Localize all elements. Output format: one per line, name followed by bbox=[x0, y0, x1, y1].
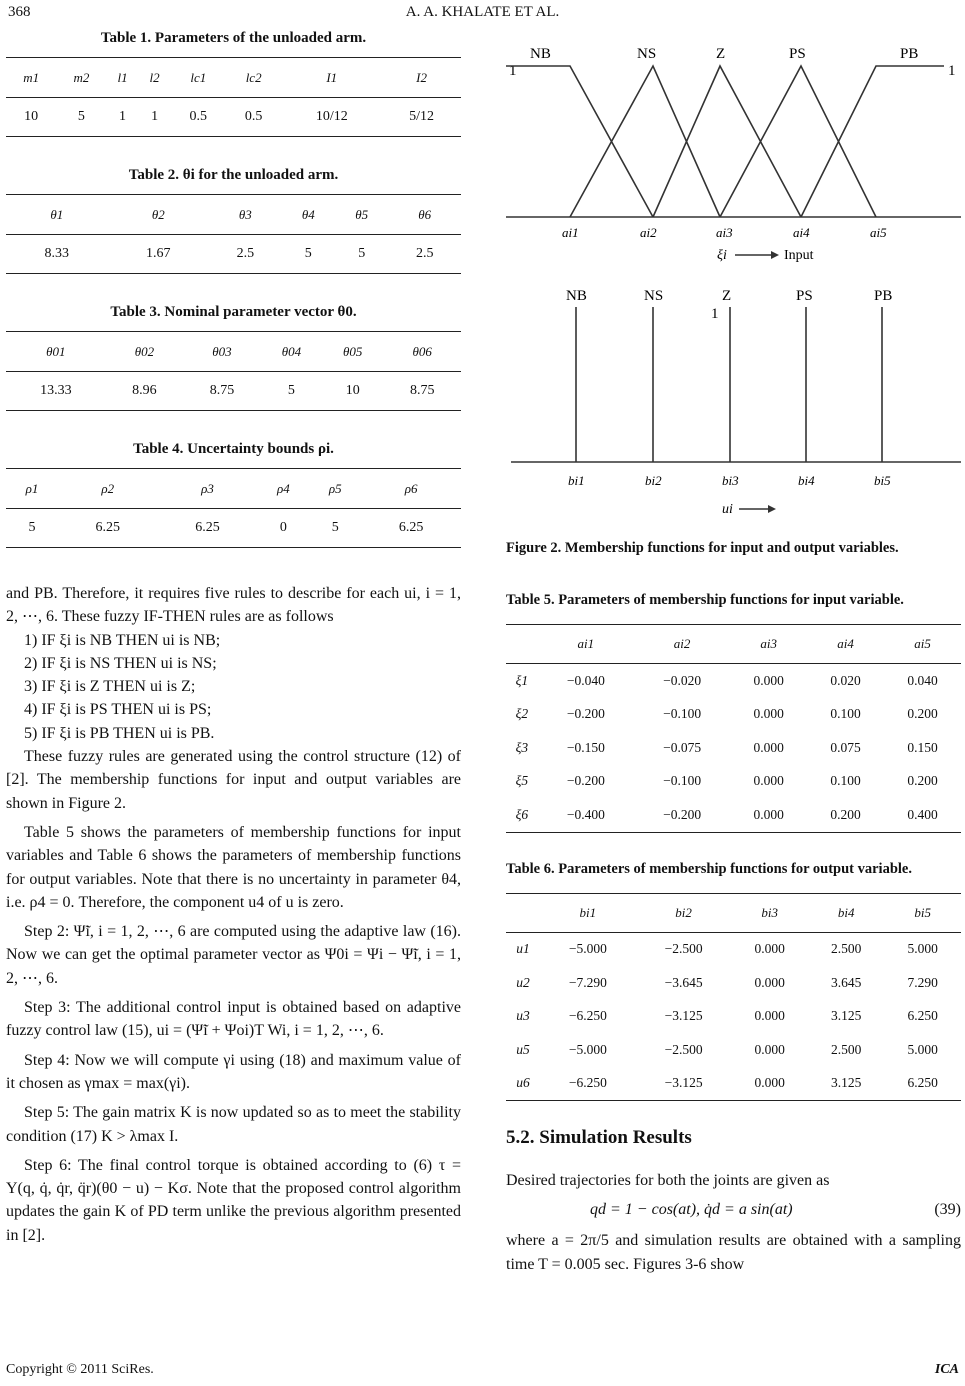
input-one-left: 1 bbox=[509, 63, 517, 79]
table-6-cell: −6.250 bbox=[540, 1067, 636, 1101]
left-column bbox=[6, 30, 461, 1247]
table-6-header: bi4 bbox=[808, 893, 885, 932]
table-5-cell: −0.200 bbox=[634, 798, 730, 832]
table-1-header: m2 bbox=[56, 58, 106, 98]
mf-pb-curve bbox=[801, 66, 944, 217]
table-4-header: ρ1 bbox=[6, 469, 58, 509]
table-6-cell: −3.125 bbox=[664, 1008, 703, 1024]
table-5-cell: 0.200 bbox=[907, 706, 938, 722]
table-1-header: l1 bbox=[107, 58, 139, 98]
input-label-ns: NS bbox=[637, 46, 657, 62]
table-6-cell: −2.500 bbox=[664, 941, 703, 957]
table-6-cell: u1 bbox=[516, 941, 530, 957]
table-3-header: θ05 bbox=[322, 332, 383, 372]
table-1-cell: 5/12 bbox=[382, 98, 461, 137]
input-axis-symbol: ξi bbox=[717, 248, 727, 263]
output-tick: bi4 bbox=[798, 473, 815, 488]
fuzzy-rule: 1) IF ξi is NB THEN ui is NB; bbox=[24, 631, 221, 649]
table-2-header: θ6 bbox=[388, 195, 461, 235]
table-5 bbox=[506, 624, 961, 833]
table-4-header: ρ6 bbox=[361, 469, 461, 509]
table-5-cell: −0.075 bbox=[663, 739, 702, 755]
table-2 bbox=[6, 167, 461, 274]
table-row bbox=[506, 798, 961, 832]
table-6-cell: 0.000 bbox=[754, 941, 785, 957]
table-6-cell: u5 bbox=[516, 1041, 530, 1057]
table-5-cell: −0.400 bbox=[538, 798, 634, 832]
table-5-header: ai1 bbox=[538, 625, 634, 664]
table-2-cell: 2.5 bbox=[388, 235, 461, 274]
output-tick: bi5 bbox=[874, 473, 891, 488]
table-6-cell: 3.125 bbox=[808, 1067, 885, 1101]
input-tick: ai2 bbox=[640, 225, 657, 240]
table-6-cell: −6.250 bbox=[568, 1008, 607, 1024]
table-5-header bbox=[506, 625, 538, 664]
table-2-header: θ3 bbox=[209, 195, 282, 235]
output-label-ns: NS bbox=[644, 288, 664, 304]
table-6-cell: u3 bbox=[516, 1008, 530, 1024]
paragraph-table-description: Table 5 shows the parameters of membership functions for input variables and Table 6 shows the parameters of membership functions for output variables. Note that there is no uncertainty in parameter θ4, i.e. ρ4 = 0. Therefore, the component u4 of u is zero. bbox=[6, 823, 461, 911]
table-6-cell: −2.500 bbox=[664, 1041, 703, 1057]
table-row bbox=[506, 966, 961, 1000]
table-1-header: lc1 bbox=[171, 58, 226, 98]
table-5-cell: 0.150 bbox=[907, 739, 938, 755]
table-6-header: bi3 bbox=[731, 893, 808, 932]
table-5-cell: 0.200 bbox=[907, 773, 938, 789]
table-5-header: ai4 bbox=[807, 625, 884, 664]
table-5-cell: 0.000 bbox=[753, 739, 784, 755]
table-3-cell: 5 bbox=[261, 372, 322, 411]
input-arrow-head bbox=[771, 251, 779, 259]
table-5-cell: −0.040 bbox=[566, 672, 605, 688]
table-1-cell: 1 bbox=[139, 98, 171, 137]
table-5-cell: 0.000 bbox=[753, 773, 784, 789]
output-arrow-head bbox=[768, 505, 776, 513]
table-1-cell: 1 bbox=[107, 98, 139, 137]
table-4-cell: 5 bbox=[309, 509, 361, 548]
table-3-header: θ02 bbox=[106, 332, 184, 372]
table-6-cell: 3.125 bbox=[831, 1008, 862, 1024]
table-5-cell: −0.100 bbox=[663, 706, 702, 722]
table-5-cell: −0.200 bbox=[566, 773, 605, 789]
table-4-cell: 0 bbox=[257, 509, 309, 548]
section-heading: 5.2. Simulation Results bbox=[506, 1127, 692, 1148]
table-1-header: I1 bbox=[281, 58, 382, 98]
table-6-cell: 2.500 bbox=[831, 941, 862, 957]
mf-nb-curve bbox=[506, 66, 653, 217]
table-3-caption: Table 3. Nominal parameter vector θ0. bbox=[110, 304, 357, 320]
output-axis-symbol: ui bbox=[722, 502, 733, 517]
table-6-header: bi2 bbox=[636, 893, 732, 932]
input-tick: ai3 bbox=[716, 225, 733, 240]
input-label-pb: PB bbox=[900, 46, 919, 62]
table-6-cell: 6.250 bbox=[907, 1008, 938, 1024]
paragraph-step-6: Step 6: The final control torque is obtained according to (6) τ = Y(q, q̇, q̇r, q̈r)(θ0 − u) − Kσ. Note that the proposed control algorithm updates the gain K of PD term unlike the previous algorithm presented in [2]. bbox=[6, 1156, 461, 1244]
table-6-cell: −3.125 bbox=[636, 1067, 732, 1101]
right-column bbox=[506, 30, 961, 1276]
input-axis-word: Input bbox=[784, 248, 814, 263]
table-3-header: θ03 bbox=[183, 332, 261, 372]
table-6-header bbox=[506, 893, 540, 932]
table-5-cell: 0.000 bbox=[753, 706, 784, 722]
paragraph-rules-intro: and PB. Therefore, it requires five rules to describe for each ui, i = 1, 2, ⋯, 6. These fuzzy IF-THEN rules are as follows bbox=[6, 585, 461, 626]
table-5-cell: 0.020 bbox=[830, 672, 861, 688]
paragraph-step-3: Step 3: The additional control input is obtained based on adaptive fuzzy control law (15), ui = (Ψ̃i + Ψoi)T Wi, i = 1, 2, ⋯, 6. bbox=[6, 999, 461, 1040]
output-one: 1 bbox=[711, 306, 719, 322]
page-number: 368 bbox=[8, 4, 31, 20]
table-5-header: ai3 bbox=[730, 625, 807, 664]
table-6-caption: Table 6. Parameters of membership functions for output variable. bbox=[506, 860, 912, 877]
paragraph-step-4: Step 4: Now we will compute γi using (18) and maximum value of it chosen as γmax = max(γi). bbox=[6, 1051, 461, 1092]
table-3-cell: 13.33 bbox=[6, 372, 106, 411]
table-2-cell: 1.67 bbox=[108, 235, 210, 274]
table-4-header: ρ2 bbox=[58, 469, 158, 509]
table-5-cell: 0.400 bbox=[884, 798, 961, 832]
output-tick: bi1 bbox=[568, 473, 585, 488]
table-2-header: θ5 bbox=[335, 195, 388, 235]
table-row bbox=[506, 664, 961, 698]
table-6-cell: −5.000 bbox=[568, 1041, 607, 1057]
table-2-caption: Table 2. θi for the unloaded arm. bbox=[128, 167, 339, 183]
fuzzy-rule: 2) IF ξi is NS THEN ui is NS; bbox=[24, 654, 217, 672]
output-label-pb: PB bbox=[874, 288, 893, 304]
table-row bbox=[506, 932, 961, 966]
output-membership-plot bbox=[511, 288, 961, 517]
mf-z-curve bbox=[653, 66, 801, 217]
input-tick: ai5 bbox=[870, 225, 887, 240]
table-6-cell: 5.000 bbox=[907, 1041, 938, 1057]
table-4-cell: 5 bbox=[6, 509, 58, 548]
input-label-z: Z bbox=[716, 46, 726, 62]
table-row bbox=[506, 1000, 961, 1034]
equation-number: (39) bbox=[934, 1201, 961, 1219]
table-5-caption: Table 5. Parameters of membership functions for input variable. bbox=[506, 592, 904, 608]
paragraph-trajectories: Desired trajectories for both the joints are given as bbox=[506, 1172, 830, 1189]
table-5-cell: 0.200 bbox=[807, 798, 884, 832]
equation-body: qd = 1 − cos(at), q̇d = a sin(at) bbox=[590, 1201, 793, 1219]
table-3-cell: 8.75 bbox=[383, 372, 461, 411]
table-5-cell: ξ3 bbox=[515, 739, 529, 755]
mf-ns-curve bbox=[570, 66, 720, 217]
table-5-cell: ξ5 bbox=[515, 773, 529, 789]
table-1-cell: 10/12 bbox=[281, 98, 382, 137]
output-tick: bi2 bbox=[645, 473, 662, 488]
input-label-ps: PS bbox=[789, 46, 806, 62]
table-1-header: l2 bbox=[139, 58, 171, 98]
output-label-nb: NB bbox=[566, 288, 587, 304]
table-3-cell: 10 bbox=[322, 372, 383, 411]
table-3-header: θ04 bbox=[261, 332, 322, 372]
equation-39 bbox=[506, 1198, 961, 1221]
table-2-cell: 5 bbox=[282, 235, 335, 274]
table-6-cell: 0.000 bbox=[731, 1067, 808, 1101]
table-6-cell: 0.000 bbox=[754, 1008, 785, 1024]
table-5-cell: −0.150 bbox=[566, 739, 605, 755]
table-row bbox=[506, 698, 961, 732]
table-6-cell: −5.000 bbox=[568, 941, 607, 957]
input-one-right: 1 bbox=[948, 63, 956, 79]
table-5-cell: −0.100 bbox=[663, 773, 702, 789]
table-row bbox=[506, 1067, 961, 1101]
table-2-cell: 8.33 bbox=[6, 235, 108, 274]
fuzzy-rule: 3) IF ξi is Z THEN ui is Z; bbox=[24, 678, 196, 696]
output-label-z: Z bbox=[722, 288, 732, 304]
table-3 bbox=[6, 304, 461, 411]
table-6-cell: −7.290 bbox=[568, 974, 607, 990]
table-5-cell: 0.100 bbox=[830, 706, 861, 722]
table-row bbox=[506, 1033, 961, 1067]
table-5-cell: 0.000 bbox=[753, 672, 784, 688]
table-6-cell: u6 bbox=[506, 1067, 540, 1101]
table-6-cell: 3.645 bbox=[831, 974, 862, 990]
table-5-cell: 0.040 bbox=[907, 672, 938, 688]
table-6 bbox=[506, 893, 961, 1102]
table-3-header: θ06 bbox=[383, 332, 461, 372]
table-6-cell: 0.000 bbox=[754, 974, 785, 990]
paragraph-simulation: where a = 2π/5 and simulation results are obtained with a sampling time T = 0.005 sec. Figures 3-6 show bbox=[506, 1232, 961, 1273]
table-2-cell: 2.5 bbox=[209, 235, 282, 274]
table-1-header: lc2 bbox=[226, 58, 281, 98]
input-tick: ai4 bbox=[793, 225, 810, 240]
table-4-cell: 6.25 bbox=[158, 509, 258, 548]
fuzzy-rule: 5) IF ξi is PB THEN ui is PB. bbox=[24, 724, 215, 742]
table-6-cell: 2.500 bbox=[831, 1041, 862, 1057]
table-2-header: θ1 bbox=[6, 195, 108, 235]
table-5-cell: 0.075 bbox=[830, 739, 861, 755]
table-row bbox=[506, 765, 961, 799]
table-1-header: I2 bbox=[382, 58, 461, 98]
running-head: A. A. KHALATE ET AL. bbox=[405, 4, 560, 20]
fuzzy-rule: 4) IF ξi is PS THEN ui is PS; bbox=[24, 701, 212, 719]
table-1-header: m1 bbox=[6, 58, 56, 98]
table-2-header: θ4 bbox=[282, 195, 335, 235]
table-6-cell: 6.250 bbox=[884, 1067, 961, 1101]
table-4 bbox=[6, 441, 461, 548]
table-1-cell: 0.5 bbox=[226, 98, 281, 137]
figure-2 bbox=[506, 30, 961, 530]
figure-2-caption: Figure 2. Membership functions for input and output variables. bbox=[506, 540, 899, 556]
table-5-cell: ξ2 bbox=[515, 706, 529, 722]
copyright: Copyright © 2011 SciRes. bbox=[6, 1362, 154, 1377]
table-5-cell: 0.000 bbox=[730, 798, 807, 832]
table-6-header: bi5 bbox=[884, 893, 961, 932]
table-2-header: θ2 bbox=[108, 195, 210, 235]
table-6-cell: 5.000 bbox=[907, 941, 938, 957]
table-6-cell: −3.645 bbox=[664, 974, 703, 990]
table-5-header: ai2 bbox=[634, 625, 730, 664]
table-5-cell: ξ6 bbox=[506, 798, 538, 832]
table-1 bbox=[6, 30, 461, 137]
table-4-header: ρ5 bbox=[309, 469, 361, 509]
input-label-nb: NB bbox=[530, 46, 551, 62]
table-6-cell: 7.290 bbox=[907, 974, 938, 990]
membership-functions-figure bbox=[506, 30, 961, 525]
table-3-cell: 8.96 bbox=[106, 372, 184, 411]
table-5-cell: −0.020 bbox=[663, 672, 702, 688]
table-4-header: ρ4 bbox=[257, 469, 309, 509]
mf-ps-curve bbox=[720, 66, 876, 217]
table-6-header: bi1 bbox=[540, 893, 636, 932]
table-4-cell: 6.25 bbox=[361, 509, 461, 548]
journal-abbrev: ICA bbox=[934, 1362, 959, 1377]
paragraph-step-2: Step 2: Ψ̃i, i = 1, 2, ⋯, 6 are computed using the adaptive law (16). Now we can get the optimal parameter vector as Ψ0i = Ψi − Ψ̃i, i = 1, 2, ⋯, 6. bbox=[6, 923, 461, 987]
output-label-ps: PS bbox=[796, 288, 813, 304]
table-2-cell: 5 bbox=[335, 235, 388, 274]
paragraph-step-5: Step 5: The gain matrix K is now updated so as to meet the stability condition (17) K > λmax I. bbox=[6, 1104, 461, 1145]
table-4-caption: Table 4. Uncertainty bounds ρi. bbox=[133, 441, 334, 457]
table-3-cell: 8.75 bbox=[183, 372, 261, 411]
table-row bbox=[506, 731, 961, 765]
table-5-cell: −0.200 bbox=[566, 706, 605, 722]
table-6-cell: 0.000 bbox=[754, 1041, 785, 1057]
table-5-cell: ξ1 bbox=[515, 672, 529, 688]
table-3-header: θ01 bbox=[6, 332, 106, 372]
table-4-header: ρ3 bbox=[158, 469, 258, 509]
table-1-cell: 10 bbox=[6, 98, 56, 137]
input-tick: ai1 bbox=[562, 225, 579, 240]
table-1-cell: 5 bbox=[56, 98, 106, 137]
table-4-cell: 6.25 bbox=[58, 509, 158, 548]
paragraph-rules-generation: These fuzzy rules are generated using the control structure (12) of [2]. The membership functions for input and output variables are shown in Figure 2. bbox=[6, 748, 461, 812]
table-1-caption: Table 1. Parameters of the unloaded arm. bbox=[100, 30, 367, 46]
input-membership-plot bbox=[506, 46, 961, 263]
output-tick: bi3 bbox=[722, 473, 739, 488]
table-6-cell: u2 bbox=[516, 974, 530, 990]
table-5-header: ai5 bbox=[884, 625, 961, 664]
table-1-cell: 0.5 bbox=[171, 98, 226, 137]
table-5-cell: 0.100 bbox=[830, 773, 861, 789]
